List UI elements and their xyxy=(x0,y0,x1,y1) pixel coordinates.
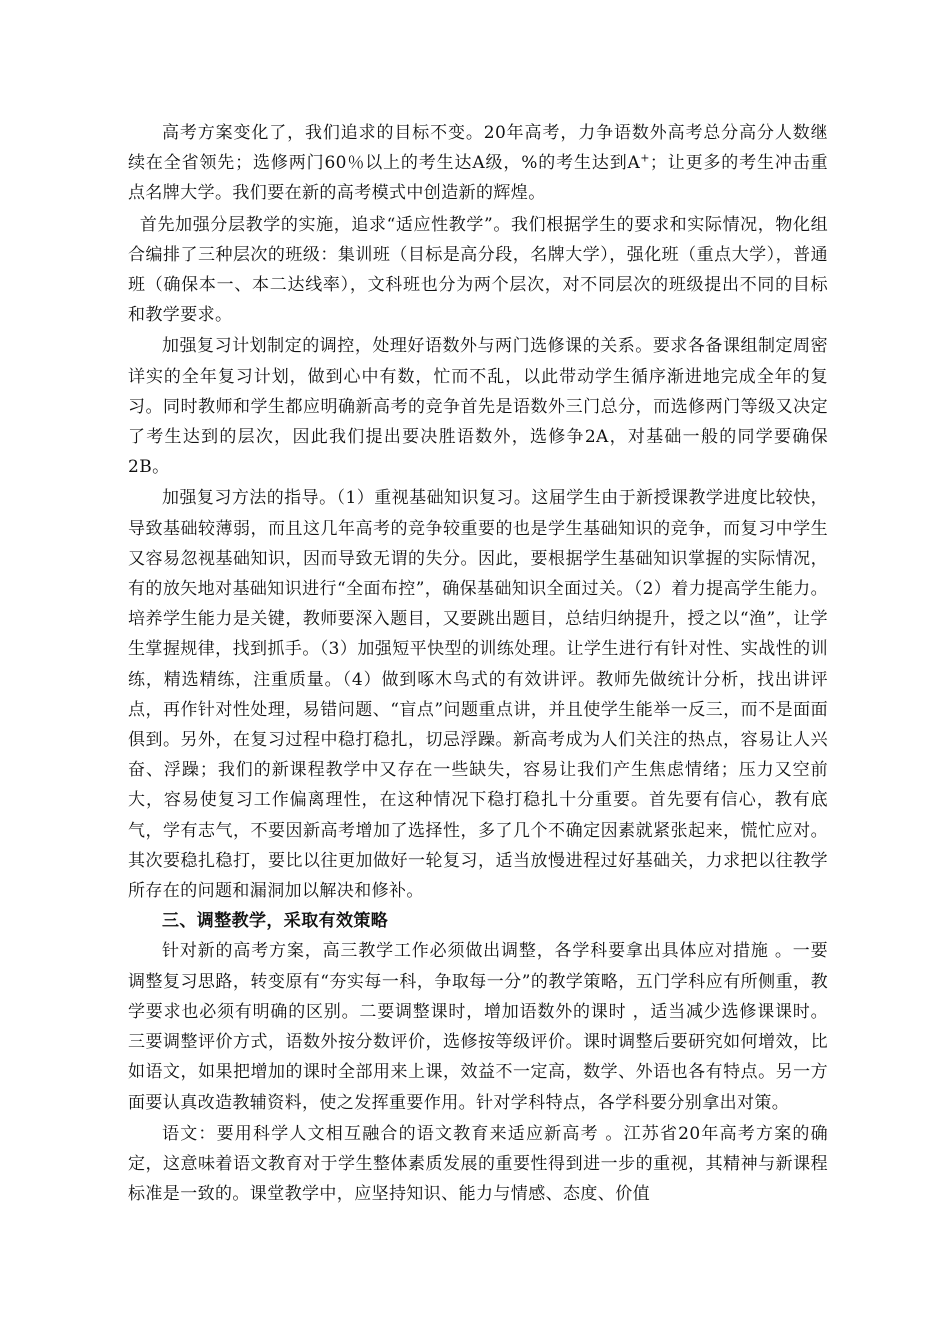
section-heading: 三、调整教学，采取有效策略 xyxy=(162,911,389,932)
paragraph-goals xyxy=(128,118,828,209)
paragraph-goals-tail: ；让更多的考生冲击重点名牌大学。我们要在新的高考模式中创造新的辉煌。 xyxy=(128,153,829,204)
paragraph-review-plan: 加强复习计划制定的调控，处理好语数外与两门选修课的关系。要求各备课组制定周密详实的全年复习计划，做到心中有数，忙而不乱，以此带动学生循序渐进地完成全年的复习。同时教师和学生都应明确新高考的竞争首先是语数外三门总分，而选修两门等级又决定了考生达到的层次，因此我们提出要决胜语数外，选修争2A，对基础一般的同学要确保2B。 xyxy=(128,336,828,478)
paragraph-goals-text: 高考方案变化了，我们追求的目标不变。20年高考，力争语数外高考总分高分人数继续在全省领先；选修两门60％以上的考生达A级，%的考生达到A xyxy=(128,123,828,174)
paragraph-chinese-subject: 语文：要用科学人文相互融合的语文教育来适应新高考 。江苏省20年高考方案的确定，这意味着语文教育对于学生整体素质发展的重要性得到进一步的重视，其精神与新课程标准是一致的。课堂教学中，应坚持知识、能力与情感、态度、价值 xyxy=(128,1123,828,1205)
paragraph-goals-superscript: + xyxy=(640,151,650,165)
paragraph-review-methods: 加强复习方法的指导。（1）重视基础知识复习。这届学生由于新授课教学进度比较快，导致基础较薄弱，而且这几年高考的竞争较重要的也是学生基础知识的竞争，而复习中学生又容易忽视基础知识，因而导致无谓的失分。因此，要根据学生基础知识掌握的实际情况，有的放矢地对基础知识进行“全面布控”，确保基础知识全面过关。（2）着力提高学生能力。培养学生能力是关键，教师要深入题目，又要跳出题目，总结归纳提升，授之以“渔”，让学生掌握规律，找到抓手。（3）加强短平快型的训练处理。让学生进行有针对性、实战性的训练，精选精练，注重质量。（4）做到啄木鸟式的有效讲评。教师先做统计分析，找出讲评点，再作针对性处理，易错问题、“盲点”问题重点讲，并且使学生能举一反三，而不是面面俱到。另外，在复习过程中稳打稳扎，切忌浮躁。新高考成为人们关注的热点，容易让人兴奋、浮躁；我们的新课程教学中又存在一些缺失，容易让我们产生焦虑情绪；压力又空前大，容易使复习工作偏离理性，在这种情况下稳打稳扎十分重要。首先要有信心，教有底气，学有志气，不要因新高考增加了选择性，多了几个不确定因素就紧张起来，慌忙应对。其次要稳扎稳打，要比以往更加做好一轮复习，适当放慢进程过好基础关，力求把以往教学所存在的问题和漏洞加以解决和修补。 xyxy=(128,488,828,902)
document-page xyxy=(128,118,828,1209)
paragraph-adjust-teaching: 针对新的高考方案，高三教学工作必须做出调整，各学科要拿出具体应对措施 。一要调整复习思路，转变原有“夯实每一科，争取每一分”的教学策略，五门学科应有所侧重，教学要求也必须有明确的区别。二要调整课时，增加语数外的课时 ，适当减少选修课课时。三要调整评价方式，语数外按分数评价，选修按等级评价。课时调整后要研究如何增效，比如语文，如果把增加的课时全部用来上课，效益不一定高，数学、外语也各有特点。另一方面要认真改造教辅资料，使之发挥重要作用。针对学科特点，各学科要分别拿出对策。 xyxy=(128,941,828,1113)
paragraph-layered-teaching: 首先加强分层教学的实施，追求“适应性教学”。我们根据学生的要求和实际情况，物化组合编排了三种层次的班级：集训班（目标是高分段，名牌大学），强化班（重点大学），普通班（确保本一、本二达线率），文科班也分为两个层次，对不同层次的班级提出不同的目标和教学要求。 xyxy=(128,214,828,326)
